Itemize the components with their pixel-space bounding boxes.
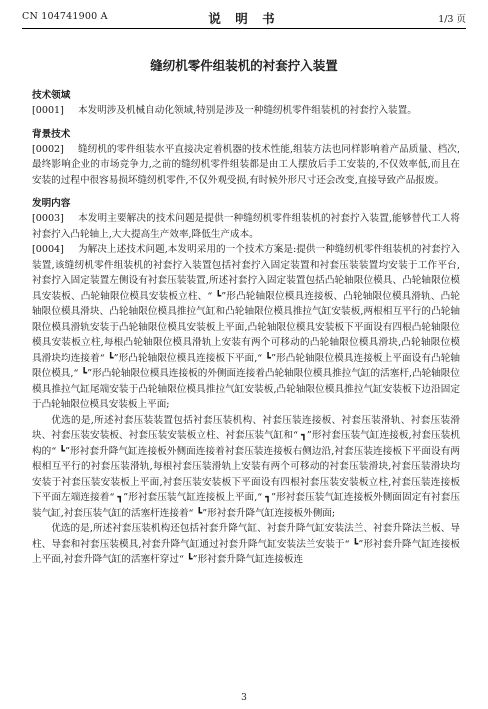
paragraph-number: [0002] — [32, 143, 64, 155]
paragraph-text: 缝纫机的零件组装水平直接决定着机器的技术性能,组装方法也同样影响着产品质量、档次,最终影响企业的市场竞争力,之前的缝纫机零件组装都是由工人摆放后手工安装的,不仅效率低,而且在安装的过程中很容易损坏缝纫机零件,不仅外观受损,有时候外形尺寸还会改变,直接导致产品报废。 — [32, 143, 460, 186]
paragraph-0001 — [32, 103, 460, 119]
paragraph-text: 为解决上述技术问题,本发明采用的一个技术方案是:提供一种缝纫机零件组装机的衬套拧入装置,该缝纫机零件组装机的衬套拧入装置包括衬套拧入固定装置和衬套压装装置均安装于工作平台,衬套拧入固定装置左侧设有衬套压装装置,所述衬套拧入固定装置包括凸轮轴限位模具、凸轮轴限位模具安装板、凸轮轴限位模具安装板立柱、“ ┗”形凸轮轴限位模具连接板、凸轮轴限位模具滑轨、凸轮轴限位模具滑块、凸轮轴限位模具推拉气缸和凸轮轴限位模具推拉气缸安装板,两根相互平行的凸轮轴限位模具滑轨安装于凸轮轴限位模具安装板上平面,凸轮轴限位模具安装板下平面设有四根凸轮轴限位模具安装板立柱,每根凸轮轴限位模具滑轨上安装有两个可移动的凸轮轴限位模具滑块,凸轮轴限位模具滑块均连接着“ ┗”形凸轮轴限位模具连接板下平面,“ ┗”形凸轮轴限位模具连接板上平面设有凸轮轴限位模具,“ ┗”形凸轮轴限位模具连接板的外侧面连接着凸轮轴限位模具推拉气缸的活塞杆,凸轮轴限位模具推拉气缸尾端安装于凸轮轴限位模具推拉气缸安装板,凸轮轴限位模具推拉气缸安装板下边沿固定于凸轮轴限位模具安装板上平面; — [32, 244, 460, 410]
patent-number: CN 104741900 A — [22, 11, 108, 22]
paragraph-0003 — [32, 211, 460, 242]
header-rule — [22, 28, 466, 29]
paragraph-text: 本发明主要解决的技术问题是提供一种缝纫机零件组装机的衬套拧入装置,能够替代工人将衬套拧入凸轮轴上,大大提高生产效率,降低生产成本。 — [32, 213, 460, 240]
paragraph-0004 — [32, 242, 460, 413]
paragraph-preferred-1: 优选的是,所述衬套压装装置包括衬套压装机构、衬套压装连接板、衬套压装滑轨、衬套压装滑块、衬套压装安装板、衬套压装安装板立柱、衬套压装气缸和“ ┓”形衬套压装气缸连接板,衬套压装机构的“ ┗”形衬套升降气缸连接板外侧面连接着衬套压装连接板右侧边沿,衬套压装连接板下平面设有两根相互平行的衬套压装滑轨,每根衬套压装滑轨上安装有两个可移动的衬套压装滑块,衬套压装滑块均安装于衬套压装安装板上平面,衬套压装安装板下平面设有四根衬套压装安装板立柱,衬套压装连接板下平面左端连接着“ ┓”形衬套压装气缸连接板上平面,“ ┓”形衬套压装气缸连接板外侧面固定有衬套压装气缸,衬套压装气缸的活塞杆连接着“ ┗”形衬套升降气缸连接板外侧面; — [32, 414, 460, 519]
paragraph-number: [0004] — [32, 244, 64, 255]
document-type: 说 明 书 — [208, 11, 280, 26]
paragraph-preferred-2: 优选的是,所述衬套压装机构还包括衬套升降气缸、衬套升降气缸安装法兰、衬套升降法兰板、导柱、导套和衬套压装模具,衬套升降气缸通过衬套升降气缸安装法兰安装于“ ┗”形衬套升降气缸连接板上平面,衬套升降气缸的活塞杆穿过“ ┗”形衬套升降气缸连接板连 — [32, 523, 460, 565]
paragraph-number: [0001] — [32, 105, 64, 116]
section-heading-background: 背景技术 — [32, 128, 71, 140]
document-body — [32, 88, 460, 568]
page-number: 3 — [241, 693, 247, 703]
section-heading-field: 技术领域 — [32, 90, 71, 101]
paragraph-text: 本发明涉及机械自动化领域,特别是涉及一种缝纫机零件组装机的衬套拧入装置。 — [78, 105, 417, 116]
paragraph-0002 — [32, 142, 460, 189]
paragraph-number: [0003] — [32, 213, 64, 224]
document-title: 缝纫机零件组装机的衬套拧入装置 — [150, 58, 338, 73]
page-header — [22, 9, 466, 25]
section-heading-summary: 发明内容 — [32, 198, 71, 209]
page-info: 1/3 页 — [438, 14, 466, 25]
